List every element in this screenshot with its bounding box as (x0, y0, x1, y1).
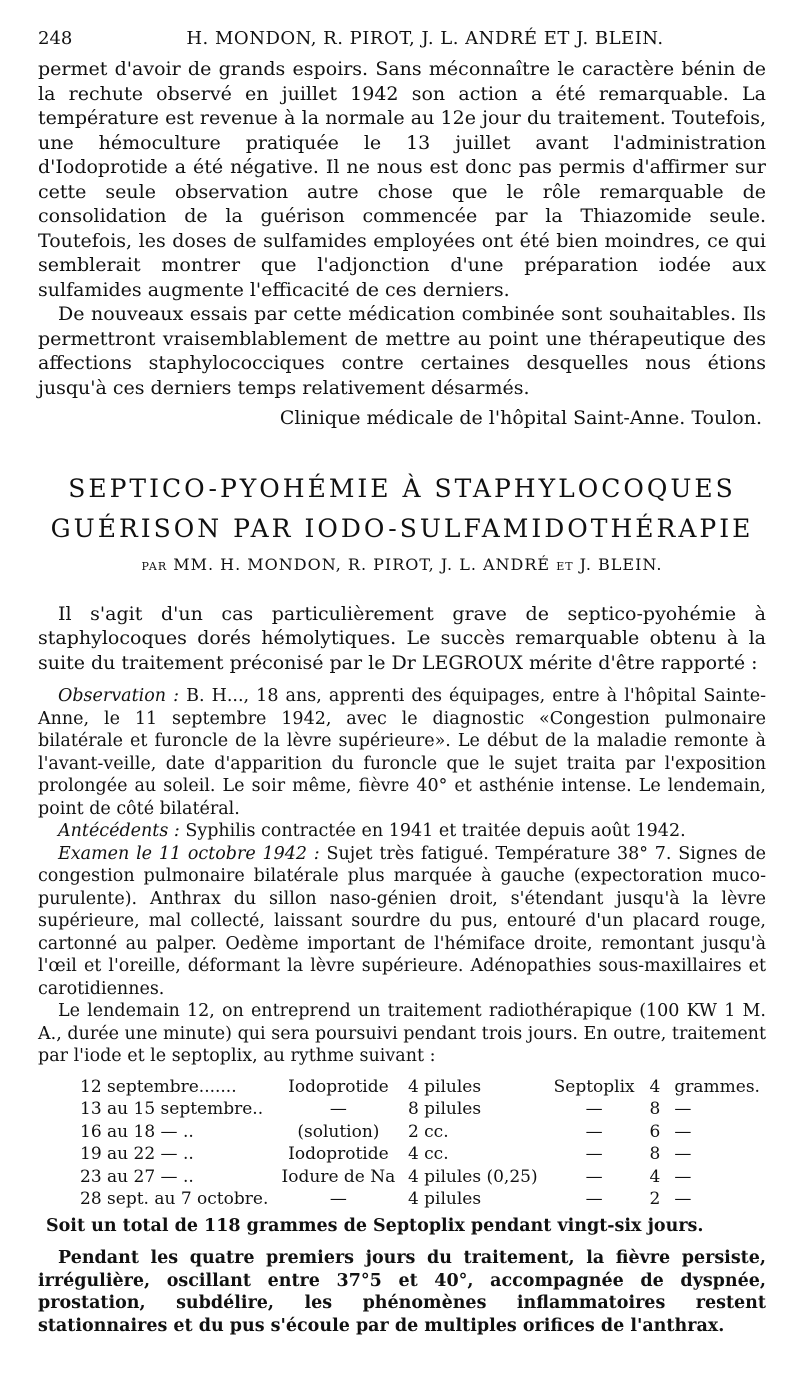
previous-article-conclusion (38, 57, 766, 431)
byline (38, 555, 766, 574)
intro-paragraph: Il s'agit d'un cas particulièrement grave de septico-pyohémie à staphylocoques dorés hémolytiques. Le succès remarquable obtenu à la suite du traitement préconisé par le Dr LEGROUX mérite d'être rapporté : (38, 602, 766, 674)
table-row (74, 1143, 766, 1166)
schedule-dates: 19 au 22 — .. (80, 1144, 194, 1164)
exam-paragraph (38, 843, 766, 1001)
byline-authors: MM. H. MONDON, R. PIROT, J. L. ANDRÉ (173, 554, 551, 574)
schedule-dates: 12 septembre....... (80, 1076, 237, 1097)
schedule-iodine-dose: 2 cc. (407, 1121, 449, 1142)
schedule-iodine: — (329, 1189, 347, 1209)
schedule-iodine-dose: 4 pilules (407, 1076, 482, 1097)
institution-signature: Clinique médicale de l'hôpital Saint-Anne. Toulon. (279, 407, 762, 429)
schedule-dates: 23 au 27 — .. (80, 1166, 194, 1187)
schedule-septoplix: — (585, 1121, 603, 1142)
schedule-septoplix-dose: 4 (649, 1076, 661, 1097)
schedule-septoplix: Septoplix (553, 1076, 635, 1097)
schedule-iodine-dose: 4 pilules (407, 1189, 482, 1209)
schedule-dates: 13 au 15 septembre.. (80, 1099, 264, 1119)
byline-prefix: PAR (141, 559, 168, 573)
paragraph: permet d'avoir de grands espoirs. Sans méconnaître le caractère bénin de la rechute observé en juillet 1942 son action a été remarquable. La température est revenue à la normale au 12e jour du traitement. Toutefois, une hémoculture pratiquée le 13 juillet avant l'administration d'Iodoprotide a été négative. Il ne nous est donc pas permis d'affirmer sur cette seule observation autre chose que le rôle remarquable de consolidation de la guérison commencée par la Thiazomide seule. Toutefois, les doses de sulfamides employées ont été bien moindres, ce qui semblerait montrer que l'adjonction d'une préparation iodée aux sulfamides augmente l'efficacité de ces derniers. (38, 58, 766, 301)
table-row (74, 1188, 766, 1211)
observation-label: Observation : (58, 686, 179, 706)
schedule-iodine: (solution) (297, 1121, 380, 1142)
schedule-unit: — (674, 1099, 692, 1119)
treatment-paragraph: Le lendemain 12, on entreprend un traitement radiothérapique (100 KW 1 M. A., durée une minute) qui sera poursuivi pendant trois jours. En outre, traitement par l'iode et le septoplix, au rythme suivant : (38, 1001, 766, 1066)
schedule-unit: — (674, 1144, 692, 1164)
final-paragraph: Pendant les quatre premiers jours du traitement, la fièvre persiste, irrégulière, oscillant entre 37°5 et 40°, accompagnée de dyspnée, prostation, subdélire, les phénomènes inflammatoires restent stationnaires et du pus s'écoule par de multiples orifices de l'anthrax. (38, 1248, 766, 1336)
table-row (74, 1098, 766, 1121)
schedule-septoplix: — (585, 1166, 603, 1187)
schedule-septoplix: — (585, 1189, 603, 1209)
schedule-septoplix-dose: 8 (649, 1144, 661, 1164)
schedule-unit: — (674, 1121, 692, 1142)
exam-text: Sujet très fatigué. Température 38° 7. Signes de congestion pulmonaire bilatérale plus marquée à gauche (expectoration muco-purulente). Anthrax du sillon naso-génien droit, s'étendant jusqu'à la lèvre supérieure, mal collecté, laissant sourdre du pus, entouré d'un placard rouge, cartonné au palper. Oedème important de l'hémiface droite, remontant jusqu'à l'œil et l'oreille, déformant la lèvre supérieure. Adénopathies sous-maxillaires et carotidiennes. (38, 843, 766, 999)
byline-last-author: J. BLEIN. (579, 554, 663, 574)
paragraph: De nouveaux essais par cette médication combinée sont souhaitables. Ils permettront vraisemblablement de mettre au point une thérapeutique des affections staphylococciques contre certaines desquelles nous étions jusqu'à ces derniers temps relativement désarmés. (38, 303, 766, 399)
schedule-unit: — (674, 1166, 692, 1187)
journal-page (38, 28, 766, 1337)
running-header (38, 28, 766, 49)
antecedents-label: Antécédents : (58, 821, 180, 841)
antecedents-text: Syphilis contractée en 1941 et traitée depuis août 1942. (179, 821, 686, 841)
schedule-septoplix-dose: 4 (649, 1166, 661, 1187)
running-head-authors: H. MONDON, R. PIROT, J. L. ANDRÉ ET J. BLEIN. (186, 28, 664, 49)
observation-paragraph (38, 685, 766, 820)
schedule-septoplix-dose: 8 (649, 1099, 661, 1119)
observation-text: B. H..., 18 ans, apprenti des équipages, entre à l'hôpital Sainte-Anne, le 11 septembre 1942, avec le diagnostic «Congestion pulmonaire bilatérale et furoncle de la lèvre supérieure». Le début de la maladie remonte à l'avant-veille, date d'apparition du furoncle que le sujet traita par l'exposition prolongée au soleil. Le soir même, fièvre 40° et asthénie intense. Le lendemain, point de côté bilatéral. (38, 686, 767, 819)
schedule-iodine-dose: 4 cc. (407, 1144, 449, 1164)
table-row (74, 1166, 766, 1189)
schedule-septoplix: — (585, 1144, 603, 1164)
schedule-septoplix: — (585, 1099, 603, 1119)
antecedents-paragraph (38, 820, 766, 843)
treatment-schedule-table (74, 1076, 766, 1211)
schedule-iodine: Iodoprotide (288, 1144, 389, 1164)
schedule-iodine-dose: 4 pilules (0,25) (407, 1166, 538, 1187)
schedule-dates: 16 au 18 — .. (80, 1121, 194, 1142)
table-row (74, 1076, 766, 1099)
schedule-unit: — (674, 1189, 692, 1209)
schedule-iodine: Iodoprotide (288, 1076, 389, 1097)
case-report (38, 685, 766, 1337)
total-dose-line: Soit un total de 118 grammes de Septoplix pendant vingt-six jours. (46, 1215, 704, 1236)
schedule-dates: 28 sept. au 7 octobre. (80, 1189, 269, 1209)
table-row (74, 1121, 766, 1144)
article-title-line: GUÉRISON PAR IODO-SULFAMIDOTHÉRAPIE (50, 513, 754, 543)
article-title-line: SEPTICO-PYOHÉMIE À STAPHYLOCOQUES (68, 473, 736, 503)
page-number: 248 (38, 28, 73, 49)
schedule-iodine: — (329, 1099, 347, 1119)
schedule-septoplix-dose: 2 (649, 1189, 661, 1209)
article-title (38, 469, 766, 549)
schedule-septoplix-dose: 6 (649, 1121, 661, 1142)
schedule-unit: grammes. (674, 1076, 760, 1097)
byline-and: ET (556, 559, 574, 573)
exam-label: Examen le 11 octobre 1942 : (58, 843, 320, 864)
schedule-iodine: Iodure de Na (281, 1166, 396, 1187)
schedule-iodine-dose: 8 pilules (407, 1099, 482, 1119)
